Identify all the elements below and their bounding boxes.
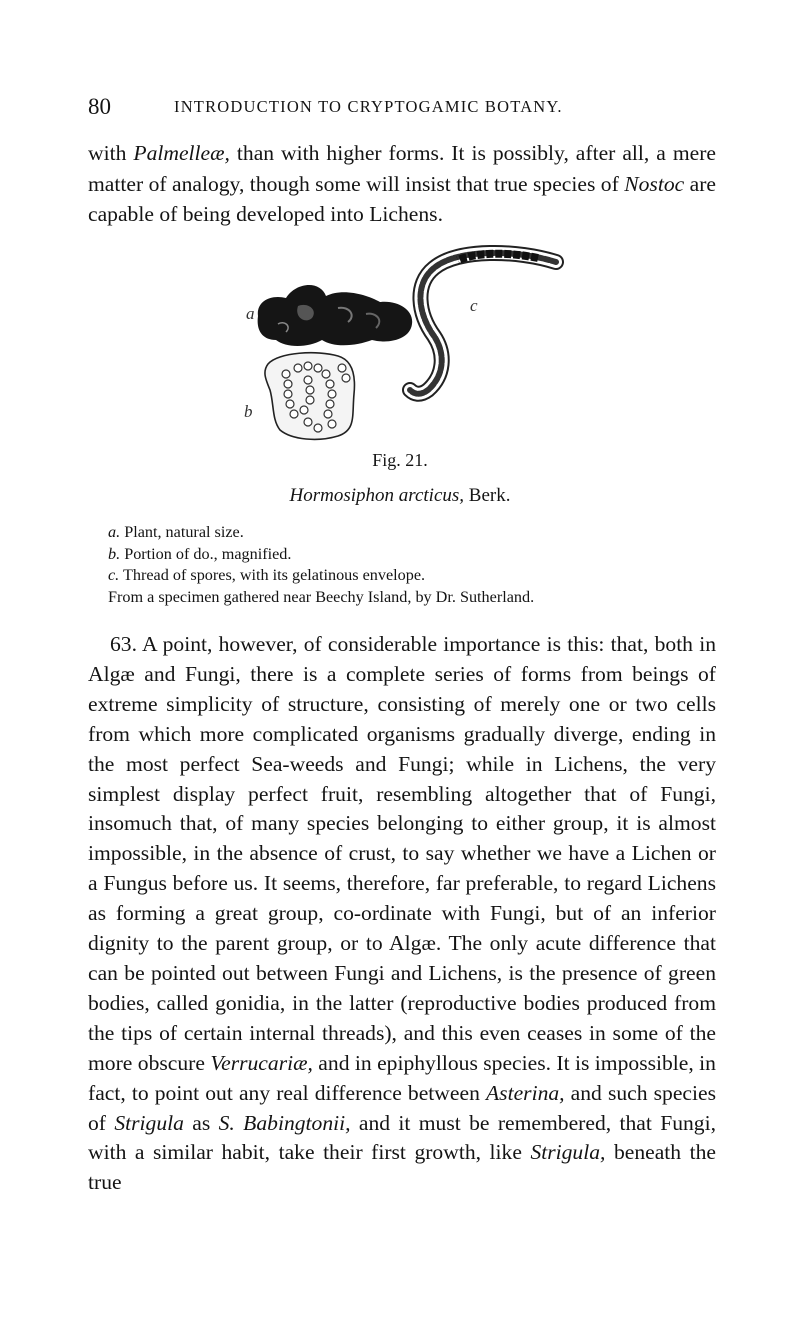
paragraph-text: beneath the true	[88, 1140, 716, 1195]
legend-item	[108, 522, 728, 544]
italic-strigula-2: Strigula,	[530, 1140, 606, 1165]
intro-text: than with higher forms. It is possibly, after all, a mere matter of analogy, though some will insist that true species of	[88, 141, 717, 196]
page-header	[88, 94, 728, 124]
figure-label-a: a	[246, 304, 255, 323]
paragraph-text: as	[183, 1110, 219, 1135]
intro-text: with	[88, 141, 134, 165]
hormosiphon-drawing	[238, 244, 568, 449]
intro-italic-nostoc: Nostoc	[624, 171, 685, 196]
taxon-line	[0, 485, 800, 507]
intro-italic-palmelleae: Palmelleæ,	[133, 141, 230, 165]
italic-verrucariae: Verrucariæ,	[210, 1050, 313, 1075]
paragraph-text: and in epiphyllous species. It is impossible, in fact, to point out any real difference between	[88, 1050, 716, 1105]
taxon-name: Hormosiphon arcticus,	[289, 485, 465, 506]
paragraph-text: and it must be remembered, that Fungi, with a similar habit, take their first growth, like	[88, 1110, 717, 1165]
figure-label-b: b	[244, 402, 253, 421]
legend-item	[108, 544, 728, 566]
figure-21-illustration	[238, 244, 568, 449]
paragraph-text: 63. A point, however, of considerable importance is this: that, both in Algæ and Fungi, there is a complete series of forms from beings of extreme simplicity of structure, consisting of merely one or two cells from which more complicated organisms gradually diverge, ending in the most perfect Sea-weeds and Fungi; while in Lichens, the very simplest display perfect fruit, resembling altogether that of Fungi, insomuch that, of many species belonging to either group, it is almost impossible, in the absence of crust, to say whether we have a Lichen or a Fungus before us. It seems, therefore, far preferable, to regard Lichens as forming a great group, co-ordinate with Fungi, but of an inferior dignity to the parent group, or to Algæ. The only acute difference that can be pointed out between Fungi and Lichens, is the presence of green bodies, called gonidia, in the latter (reproductive bodies produced from the tips of certain internal threads), and this even ceases in some of the more obscure	[88, 632, 716, 1075]
legend-source	[108, 587, 728, 609]
page-number: 80	[88, 94, 111, 119]
legend-text: Plant, natural size.	[120, 523, 244, 541]
italic-s-babingtonii: S. Babingtonii,	[218, 1110, 351, 1135]
running-title: INTRODUCTION TO CRYPTOGAMIC BOTANY.	[174, 97, 563, 116]
legend-key: c.	[108, 566, 120, 584]
figure-label-c: c	[470, 296, 478, 315]
figure-caption: Fig. 21.	[372, 450, 428, 470]
plant-natural-size-drawing	[258, 285, 413, 346]
legend-key: b.	[108, 544, 121, 563]
paragraph-text: and such species of	[88, 1080, 716, 1135]
legend-key: a.	[108, 523, 121, 541]
taxon-author: Berk.	[464, 485, 511, 506]
paragraph-63	[88, 630, 716, 1198]
italic-asterina: Asterina,	[485, 1080, 565, 1105]
magnified-portion-drawing	[265, 353, 355, 440]
spore-thread-drawing	[410, 253, 556, 394]
italic-strigula: Strigula	[114, 1110, 184, 1135]
legend-text: Thread of spores, with its gelatinous envelope.	[119, 566, 426, 584]
legend-text: Portion of do., magnified.	[120, 544, 292, 563]
intro-paragraph	[88, 138, 716, 230]
legend-item	[108, 565, 728, 587]
legend-text: From a specimen gathered near Beechy Island, by Dr. Sutherland.	[108, 587, 535, 606]
figure-legend	[108, 522, 728, 608]
intro-text: are capable of being developed into Lichens.	[88, 171, 716, 226]
